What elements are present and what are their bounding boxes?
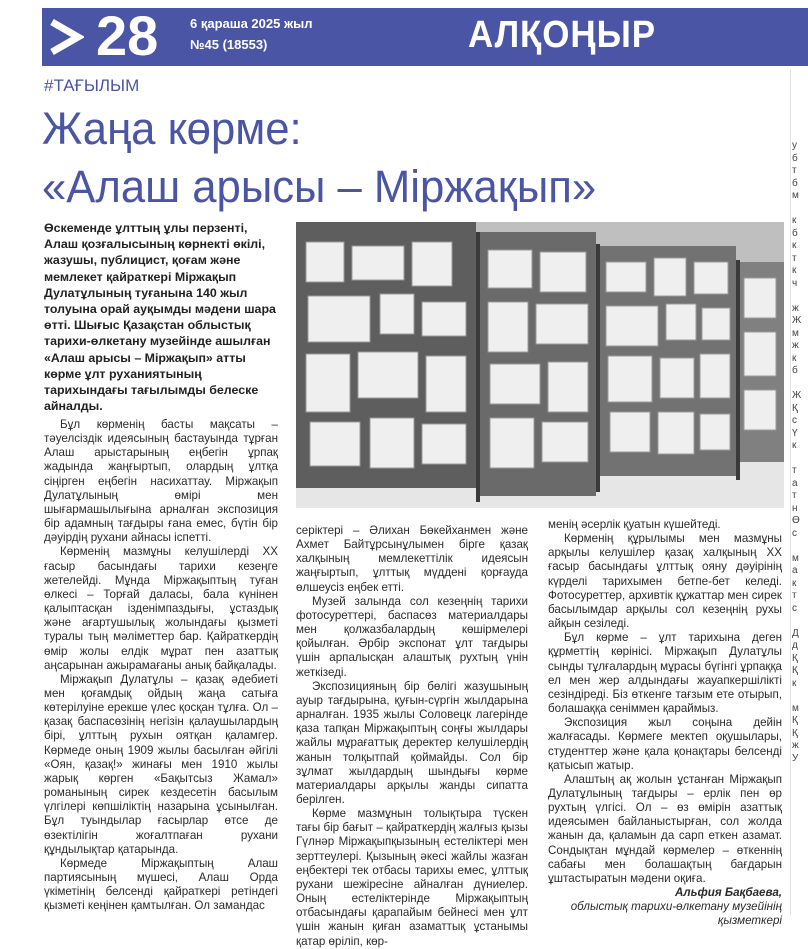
fragment-line: т [792, 490, 797, 501]
fragment-line: м [792, 327, 799, 339]
fragment-line: к [792, 440, 797, 451]
paragraph: серіктері – Әлихан Бөкейханмен және Ахмет Байтұрсынұлымен бірге қазақ халқының мемлекеттілік идеясын жаңғыртып, ұлттық мүддені қорғауда өлшеусіз еңбек етті. [296, 524, 528, 594]
fragment-line: Қ [792, 727, 798, 739]
fragment-line: м [792, 552, 799, 564]
fragment-line: т [792, 252, 797, 264]
fragment-line: Ж [792, 315, 802, 326]
fragment-line: Ө [792, 515, 800, 526]
fragment-line [792, 615, 808, 628]
fragment-line: Қ [792, 715, 798, 726]
fragment-line: т [792, 590, 797, 601]
fragment-line: У [792, 752, 799, 764]
article-headline [42, 100, 596, 216]
fragment-line: Ж [792, 390, 802, 401]
fragment-line: б [792, 365, 798, 376]
masthead-bar [42, 4, 808, 67]
issue-number: №45 (18553) [190, 37, 268, 52]
fragment-line: т [792, 465, 797, 476]
paragraph: Көрменің мазмұны келушілерді XX ғасыр басындағы тарихи кезеңге жетелейді. Мұнда Міржақыптың туған өлкесі – Торғай даласы, бала күнінен қалыптасқан ізденімпаздығы, ұстаздық және ағартушылық жолындағы қызметі туралы тың мәліметтер бар. Қайраткердің өмір жолы елдік мұрат пен азаттық аңсарынан ажырамағаны анық байқалады. [44, 545, 278, 672]
article-column-2 [296, 524, 528, 949]
paragraph: менің әсерлік қуатын күшейтеді. [548, 518, 721, 531]
fragment-line: н [792, 502, 798, 514]
fragment-line: б [792, 152, 798, 164]
fragment-line: Қ [792, 652, 798, 664]
fragment-line: м [792, 190, 799, 201]
adjacent-page-fragment [792, 140, 808, 915]
fragment-line: к [792, 352, 797, 364]
fragment-line: б [792, 227, 798, 239]
fragment-line [792, 290, 808, 303]
fragment-line: Қ [792, 402, 798, 414]
fragment-line: а [792, 477, 798, 489]
author-signature [548, 886, 782, 928]
issue-date: 6 қараша 2025 жыл [190, 16, 313, 31]
headline-line-2: «Алаш арысы – Міржақып» [42, 161, 597, 212]
fragment-line: с [792, 602, 797, 614]
fragment-line: к [792, 215, 797, 226]
paragraph: Көрменің құрылымы мен мазмұны арқылы келушілер қазақ халқының XX ғасыр басындағы ұлттық ояну дәуірінің күрделі тарихымен бетпе-бет келеді. Фотосуреттер, архивтік құжаттар мен сирек басылымдар арқылы сол кезеңнің рухы айқын сезіледі. [548, 532, 782, 631]
fragment-line: ж [792, 340, 799, 351]
fragment-line: д [792, 640, 798, 651]
paragraph: Музей залында сол кезеңнің тарихи фотосуреттері, баспасөз материалдары мен қолжазбалардың көшірмелері қойылған. Әрбір экспонат ұлт тағдыры үшін арпалысқан алаштық рухтың үнін жеткізеді. [296, 594, 528, 679]
newspaper-title: АЛҚОҢЫР [468, 14, 656, 56]
fragment-line [792, 690, 808, 703]
paragraph: Экспозиция жыл соңына дейін жалғасады. Көрмеге мектеп оқушылары, студенттер және қала қонақтары белсенді қатысып жатыр. [548, 716, 782, 772]
paragraph: Бұл көрме – ұлт тарихына деген құрметтің көрінісі. Міржақып Дулатұлы сынды тұлғалардың мұрасы бүгінгі ұрпаққа ел мен жер алдындағы жауапкершілікті сезіндіреді. Біз өткенге тағзым ете отырып, болашаққа сеніммен қараймыз. [548, 631, 782, 716]
fragment-line: с [792, 415, 797, 426]
fragment-line: к [792, 240, 797, 251]
fragment-line: к [792, 577, 797, 589]
fragment-line [792, 453, 808, 466]
page-number: 28 [96, 4, 159, 67]
paragraph: Көрме мазмұнын толықтыра түскен тағы бір бағыт – қайраткердің жалғыз қызы Гүлнәр Міржақыпқызының естеліктері мен зерттеулері. Қызының әкесі жайлы жазған еңбектері тек отбасы тарихы емес, ұлттық рухани шежіресіне айналған дүниелер. Оның естеліктерінде Міржақыптың отбасындағы қарапайым бейнесі мен ұлт үшін жанын қиған азаматтық ұстанымы қатар өріліп, көр- [296, 807, 528, 948]
page-divider [790, 70, 791, 915]
article-column-1 [44, 418, 278, 913]
fragment-line: к [792, 265, 797, 276]
paragraph: Экспозицияның бір бөлігі жазушының ауыр тағдырына, қуғын-сүргін жылдарына арналған. 1935 жылы Соловецк лагерінде қаза тапқан Міржақыптың соңғы жылдары жайлы мұрағаттық деректер келушілердің жанын толқытпай қоймайды. Сол бір зұлмат жылдардың шындығы көрме материалдары арқылы жанды сипатта берілген. [296, 679, 528, 806]
fragment-line: м [792, 702, 799, 714]
fragment-line: Д [792, 627, 799, 639]
author-role: облыстық тарихи-өлкетану музейінің қызметкері [570, 900, 782, 928]
paragraph: Бұл көрменің басты мақсаты – тәуелсіздік идеясының бастауында тұрған Алаш арыстарының еңбегін ұрпақ жадында жаңғыртып, олардың ұлтқа сіңірген еңбегін насихаттау. Міржақып Дулатұлының өмірі мен шығармашылығына арналған экспозиция бір адамның тағдыры ғана емес, бүтін бір дәуірдің рухани айнасы іспетті. [44, 418, 278, 545]
fragment-line [792, 203, 808, 216]
fragment-line: Ү [792, 427, 798, 439]
fragment-line: к [792, 677, 797, 689]
fragment-line: у [792, 140, 797, 151]
fragment-line: ж [792, 302, 799, 314]
fragment-line: с [792, 527, 797, 539]
fragment-line: ч [792, 277, 798, 289]
rubric-tag: #ТАҒЫЛЫМ [44, 76, 140, 95]
fragment-line: Қ [792, 665, 798, 676]
headline-line-1: Жаңа көрме: [42, 103, 302, 154]
paragraph: Көрмеде Міржақыптың Алаш партиясының мүшесі, Алаш Орда үкіметінің белсенді қайраткері ретіндегі қызметі кеңінен қамтылған. Ол замандас [44, 856, 278, 913]
fragment-line [792, 378, 808, 391]
fragment-line: а [792, 565, 798, 576]
paragraph: Алаштың ақ жолын ұстанған Міржақып Дулатұлының тағдыры – ерлік пен өр рухтың үлгісі. Ол – өз өмірін азаттық идеясымен байланыстырған, сол жолда жанын да, қаламын да сарп еткен азамат. Сондықтан мұндай көрмелер – өткеннің сабағы мен болашақтың бағдарын ұштастыратын мәдени оқиға. [548, 772, 782, 885]
chevron-right-icon [48, 18, 84, 56]
fragment-line: ж [792, 740, 799, 751]
exhibition-photo [296, 222, 784, 508]
article-lead: Өскеменде ұлттың ұлы перзенті, Алаш қозғалысының көрнекті өкілі, жазушы, публицист, қоғам және мемлекет қайраткері Міржақып Дулатұлының туғанына 140 жыл толуына орай ауқымды мәдени шара өтті. Шығыс Қазақстан облыстық тарихи-өлкетану музейінде ашылған «Алаш арысы – Міржақып» атты көрме ұлт руханиятының тарихындағы тағылымды белеске айналды. [44, 221, 276, 414]
paragraph: Міржақып Дулатұлы – қазақ әдебиеті мен қоғамдық ойдың жаңа сатыға көтерілуіне ерекше үлес қосқан тұлға. Ол – қазақ баспасөзінің негізін қалаушылардың бірі, ұлттың рухын оятқан қаламгер. Көрмеде оның 1909 жылы басылған әйгілі «Оян, қазақ!» жинағы мен 1910 жылы жарық көрген «Бақытсыз Жамал» романының сирек кездесетін басылым үлгілері көпшіліктің назарына ұсынылған. Бұл туындылар ғасырлар өтсе де өзектілігін жоғалтпаған рухани құндылықтар қатарында. [44, 672, 278, 856]
author-name: Альфия Бақбаева, [675, 886, 782, 900]
fragment-line [792, 540, 808, 553]
fragment-line: б [792, 177, 798, 189]
article-column-3 [548, 518, 782, 929]
fragment-line: т [792, 165, 797, 176]
